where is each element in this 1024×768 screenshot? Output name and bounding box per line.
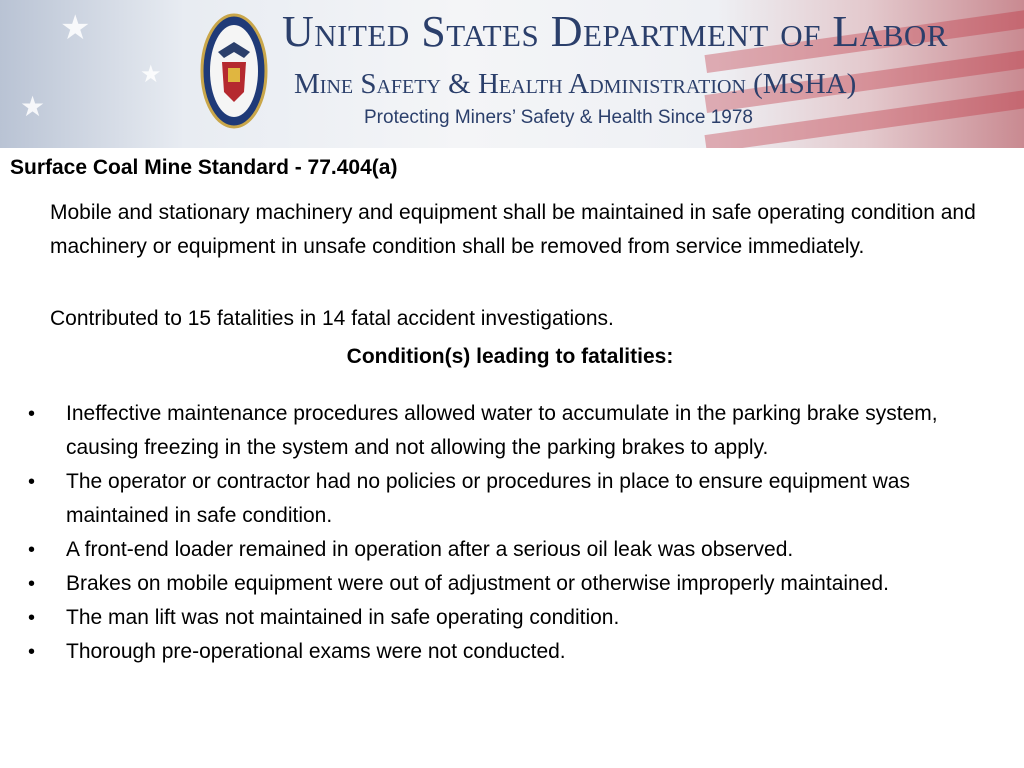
list-item <box>28 465 1003 533</box>
list-item-text: Thorough pre-operational exams were not conducted. <box>66 640 566 663</box>
list-item <box>28 567 1003 601</box>
org-subtitle: Mine Safety & Health Administration (MSHA) <box>294 68 857 100</box>
list-item-text: The operator or contractor had no policies or procedures in place to ensure equipment was maintained in safe condition. <box>66 470 910 527</box>
conditions-list <box>28 397 1003 669</box>
star-icon: ★ <box>60 8 91 48</box>
list-item-text: A front-end loader remained in operation after a serious oil leak was observed. <box>66 538 794 561</box>
list-item <box>28 635 1003 669</box>
header-banner <box>0 0 1024 148</box>
list-item-text: Brakes on mobile equipment were out of adjustment or otherwise improperly maintained. <box>66 572 889 595</box>
standard-title: Surface Coal Mine Standard - 77.404(a) <box>10 156 398 179</box>
fatality-statistic: Contributed to 15 fatalities in 14 fatal accident investigations. <box>50 307 614 330</box>
bullet-icon: • <box>28 539 36 561</box>
list-item-text: Ineffective maintenance procedures allowed water to accumulate in the parking brake system, causing freezing in the system and not allowing the parking brakes to apply. <box>66 402 938 459</box>
standard-description: Mobile and stationary machinery and equipment shall be maintained in safe operating condition and machinery or equipment in unsafe condition shall be removed from service immediately. <box>50 201 976 258</box>
star-icon: ★ <box>20 90 46 123</box>
bullet-icon: • <box>28 607 36 629</box>
department-of-labor-seal-icon <box>200 12 268 130</box>
list-item <box>28 533 1003 567</box>
list-item-text: The man lift was not maintained in safe operating condition. <box>66 606 620 629</box>
list-item <box>28 397 1003 465</box>
org-title: United States Department of Labor <box>282 7 948 56</box>
star-icon: ★ <box>140 60 162 88</box>
conditions-heading-text: Condition(s) leading to fatalities: <box>346 345 674 368</box>
bullet-icon: • <box>28 573 36 595</box>
bullet-icon: • <box>28 471 36 493</box>
conditions-heading <box>0 340 1024 374</box>
bullet-icon: • <box>28 641 36 663</box>
bullet-icon: • <box>28 403 36 425</box>
list-item <box>28 601 1003 635</box>
org-motto: Protecting Miners’ Safety & Health Since 1978 <box>364 107 753 128</box>
